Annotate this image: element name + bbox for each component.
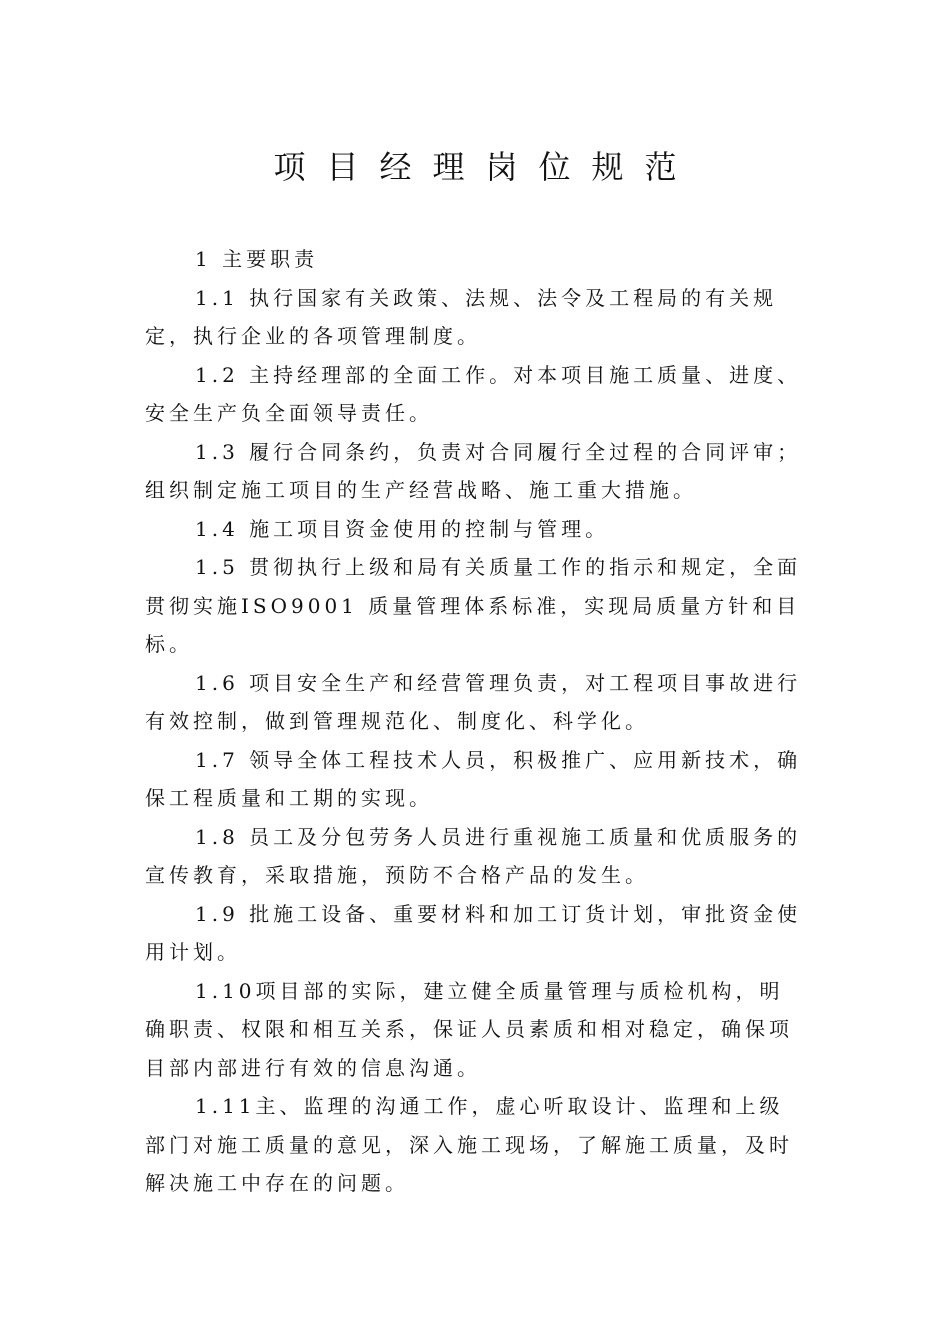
document-title: 项目经理岗位规范 [273, 148, 698, 186]
paragraph-1-7: 1.7 领导全体工程技术人员，积极推广、应用新技术，确保工程质量和工期的实现。 [145, 747, 802, 810]
paragraph-1-3: 1.3 履行合同条约，负责对合同履行全过程的合同评审；组织制定施工项目的生产经营战略、施工重大措施。 [145, 439, 802, 502]
paragraph-1-2: 1.2 主持经理部的全面工作。对本项目施工质量、进度、安全生产负全面领导责任。 [145, 362, 802, 425]
paragraph-1-9: 1.9 批施工设备、重要材料和加工订货计划，审批资金使用计划。 [145, 901, 802, 964]
paragraph-1-11: 1.11主、监理的沟通工作，虚心听取设计、监理和上级部门对施工质量的意见，深入施工现场，了解施工质量，及时解决施工中存在的问题。 [145, 1094, 793, 1195]
paragraph-1-6: 1.6 项目安全生产和经营管理负责，对工程项目事故进行有效控制，做到管理规范化、制度化、科学化。 [145, 670, 802, 733]
document-body [145, 240, 805, 1203]
paragraph-1-8: 1.8 员工及分包劳务人员进行重视施工质量和优质服务的宣传教育，采取措施，预防不合格产品的发生。 [145, 824, 802, 887]
section-heading: 1 主要职责 [195, 247, 319, 271]
paragraph-1-1: 1.1 执行国家有关政策、法规、法令及工程局的有关规定，执行企业的各项管理制度。 [145, 285, 778, 348]
paragraph-1-10: 1.10项目部的实际，建立健全质量管理与质检机构，明确职责、权限和相互关系，保证人员素质和相对稳定，确保项目部内部进行有效的信息沟通。 [145, 978, 793, 1080]
paragraph-1-5: 1.5 贯彻执行上级和局有关质量工作的指示和规定，全面贯彻实施ISO9001 质量管理体系标准，实现局质量方针和目标。 [145, 555, 802, 656]
paragraph-1-4: 1.4 施工项目资金使用的控制与管理。 [195, 516, 610, 541]
